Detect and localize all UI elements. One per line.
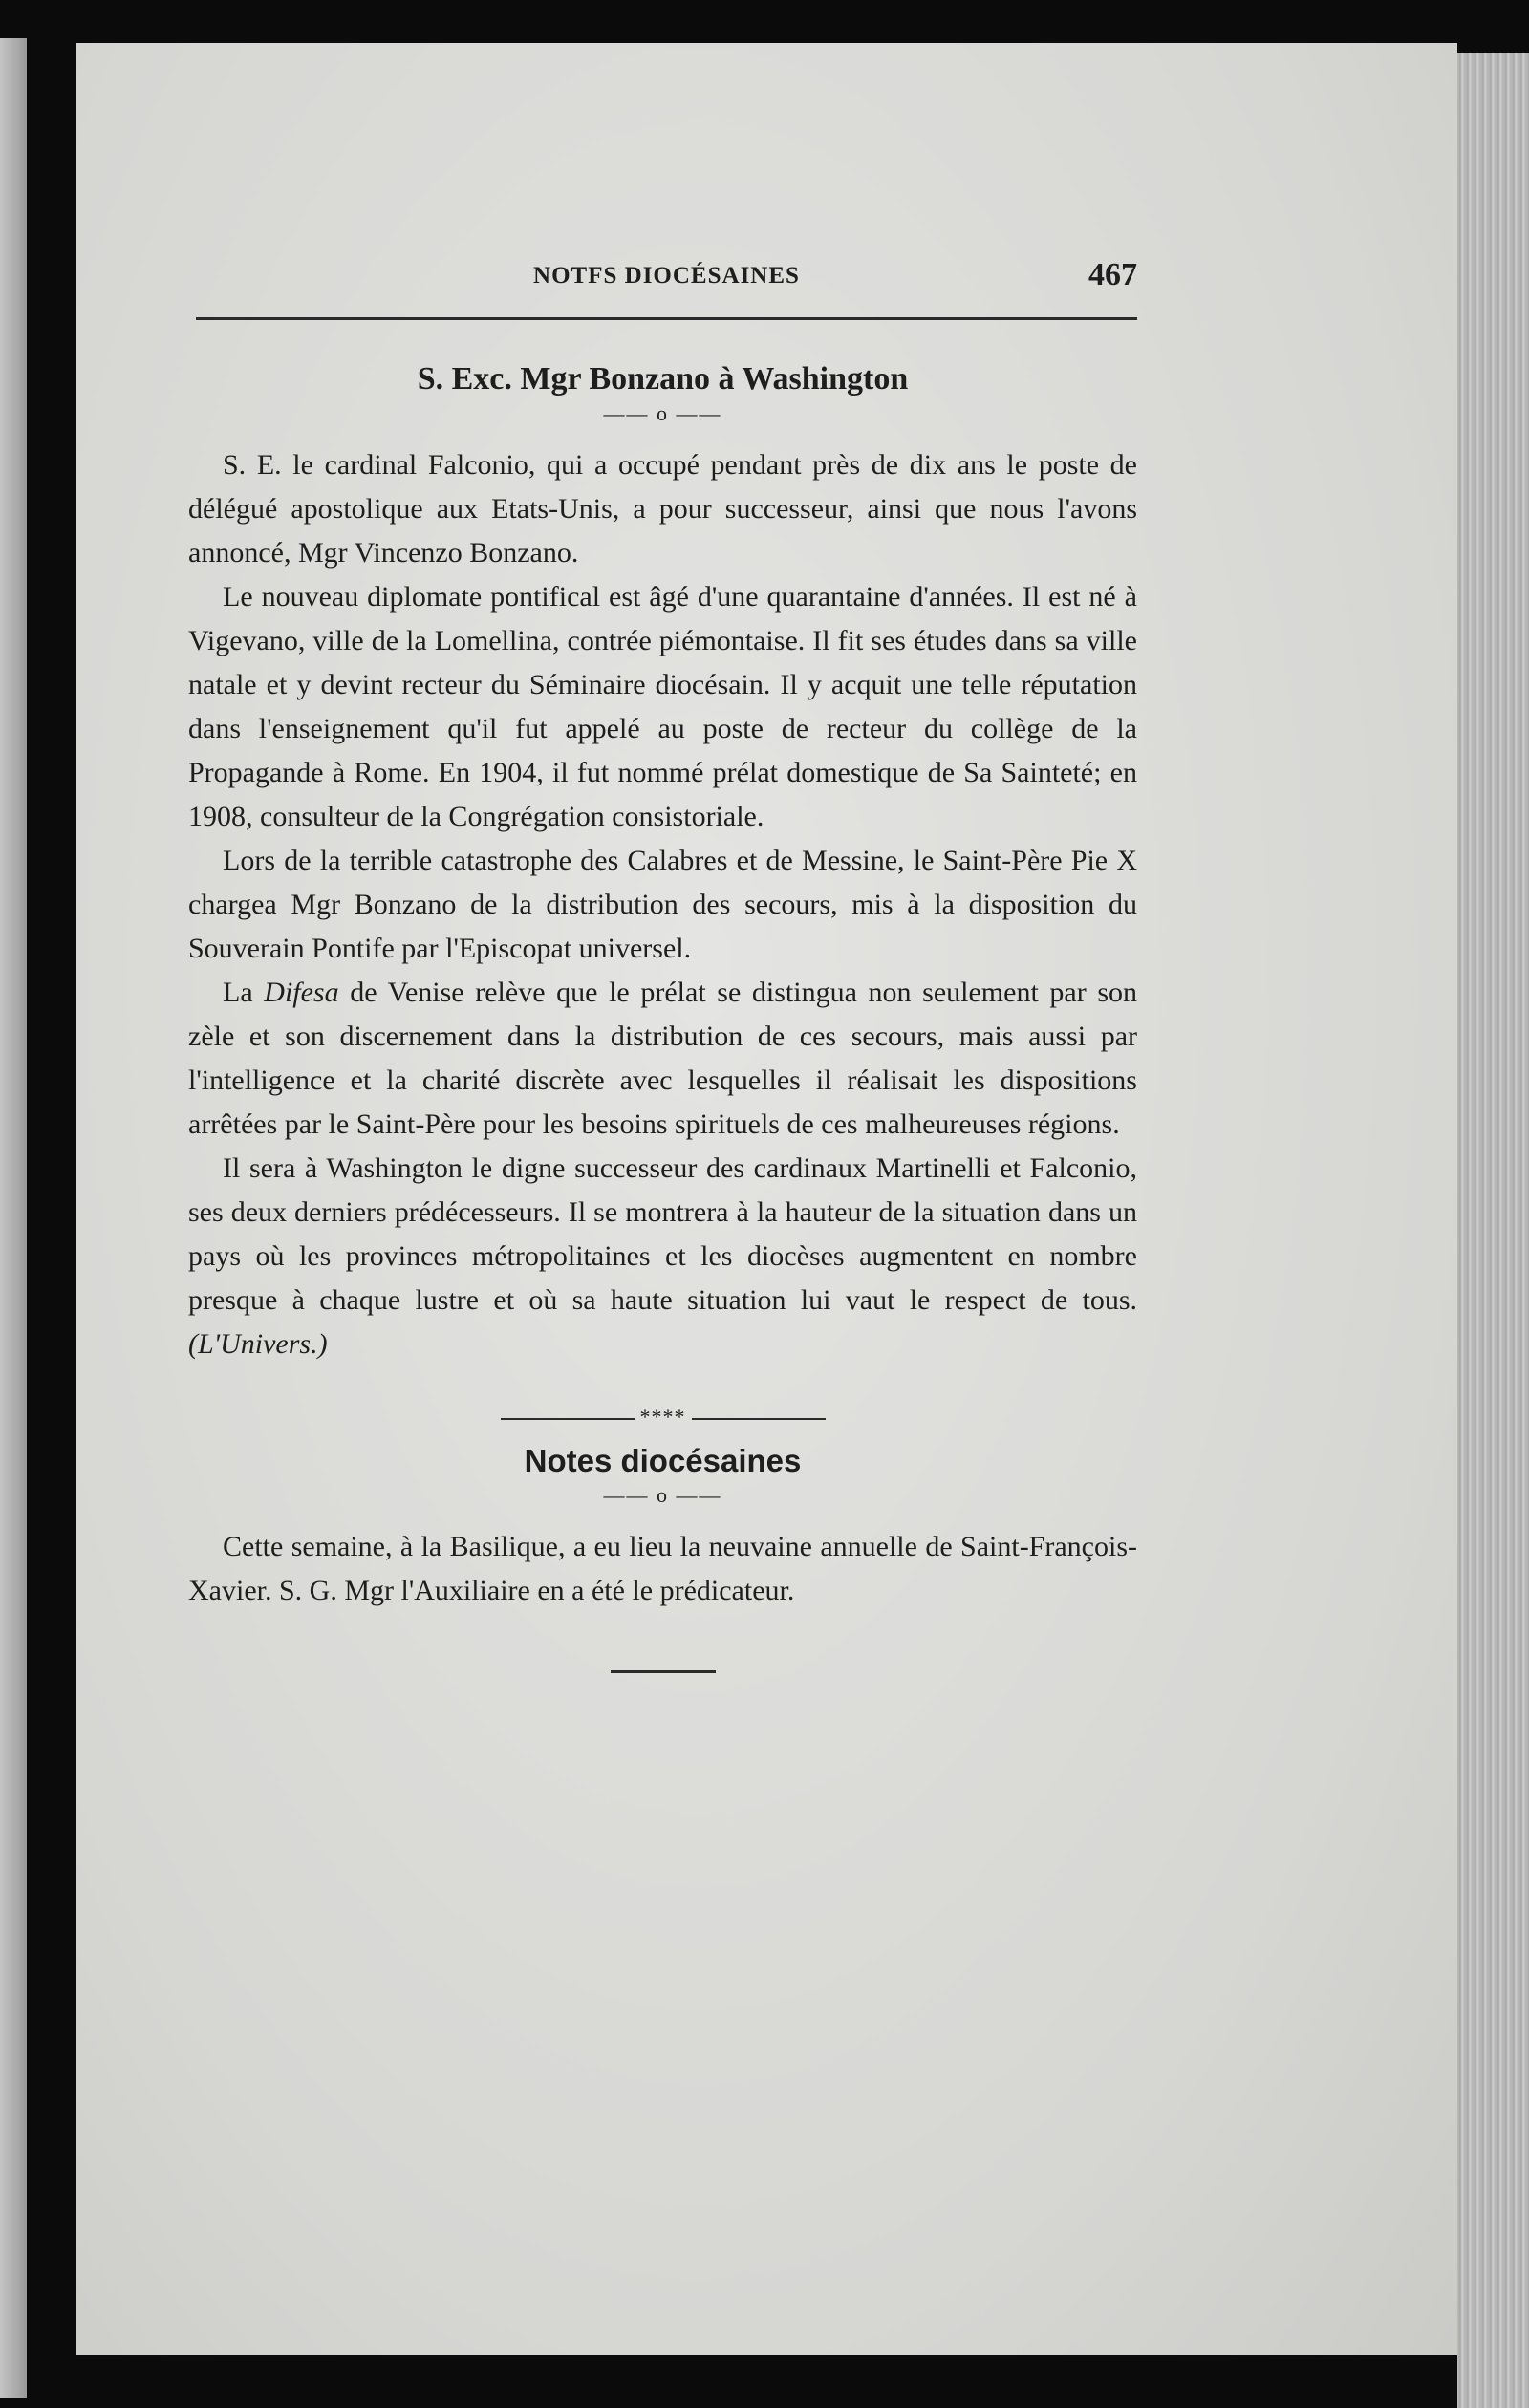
running-head-title: NOTFS DIOCÉSAINES bbox=[533, 263, 800, 289]
divider-stars: **** bbox=[639, 1405, 686, 1429]
book-page-edges bbox=[1457, 53, 1529, 2408]
paragraph bbox=[188, 971, 1137, 1147]
page-number: 467 bbox=[1088, 257, 1137, 292]
running-head bbox=[196, 257, 1137, 301]
paragraph-text: La bbox=[223, 977, 265, 1008]
header-rule bbox=[196, 317, 1137, 320]
paragraph: S. E. le cardinal Falconio, qui a occupé pendant près de dix ans le poste de délégué apostolique aux Etats-Unis, a pour successeur, ainsi que nous l'avons annoncé, Mgr Vincenzo Bonzano. bbox=[188, 449, 1137, 569]
section-title: Notes diocésaines bbox=[524, 1443, 802, 1478]
paragraph-text: de Venise relève que le prélat se distingua non seulement par son zèle et son discernement dans la distribution de ces secours, mais aussi par l'intelligence et la charité discrète avec lesquelles il réalisait les dispositions arrêtées par le Saint-Père pour les besoins spirituels de ces malheureuses régions. bbox=[188, 977, 1138, 1140]
source-citation: (L'Univers.) bbox=[188, 1328, 328, 1360]
section-divider bbox=[188, 1405, 1137, 1430]
paragraph-text: Il sera à Washington le digne successeur des cardinaux Martinelli et Falconio, ses deux derniers prédécesseurs. Il se montrera à la hauteur de la situation dans un pays où les provinces métropolitaines et les diocèses augmentent en nombre presque à chaque lustre et où sa haute situation lui vaut le respect de tous. bbox=[188, 1152, 1137, 1316]
end-rule bbox=[611, 1670, 716, 1673]
paragraph: Le nouveau diplomate pontifical est âgé d'une quarantaine d'années. Il est né à Vigevano, ville de la Lomellina, contrée piémontaise. Il fit ses études dans sa ville natale et y devint recteur du Séminaire diocésain. Il y acquit une telle réputation dans l'enseignement qu'il fut appelé au poste de recteur du collège de la Propagande à Rome. En 1904, il fut nommé prélat domestique de Sa Sainteté; en 1908, consulteur de la Congrégation consistoriale. bbox=[188, 581, 1137, 832]
italic-title: Difesa bbox=[264, 977, 339, 1008]
article-title: S. Exc. Mgr Bonzano à Washington bbox=[417, 361, 909, 397]
paragraph bbox=[188, 1147, 1137, 1366]
title-ornament: —— o —— bbox=[603, 1483, 722, 1507]
text-block bbox=[188, 354, 1137, 1673]
paragraph: Cette semaine, à la Basilique, a eu lieu la neuvaine annuelle de Saint-François-Xavier. S. G. Mgr l'Auxiliaire en a été le prédicateur. bbox=[188, 1531, 1137, 1606]
adjacent-page-edge bbox=[0, 38, 27, 2398]
paragraph: Lors de la terrible catastrophe des Calabres et de Messine, le Saint-Père Pie X chargea Mgr Bonzano de la distribution des secours, mis à la disposition du Souverain Pontife par l'Episcopat universel. bbox=[188, 845, 1137, 964]
title-ornament: —— o —— bbox=[603, 401, 722, 425]
